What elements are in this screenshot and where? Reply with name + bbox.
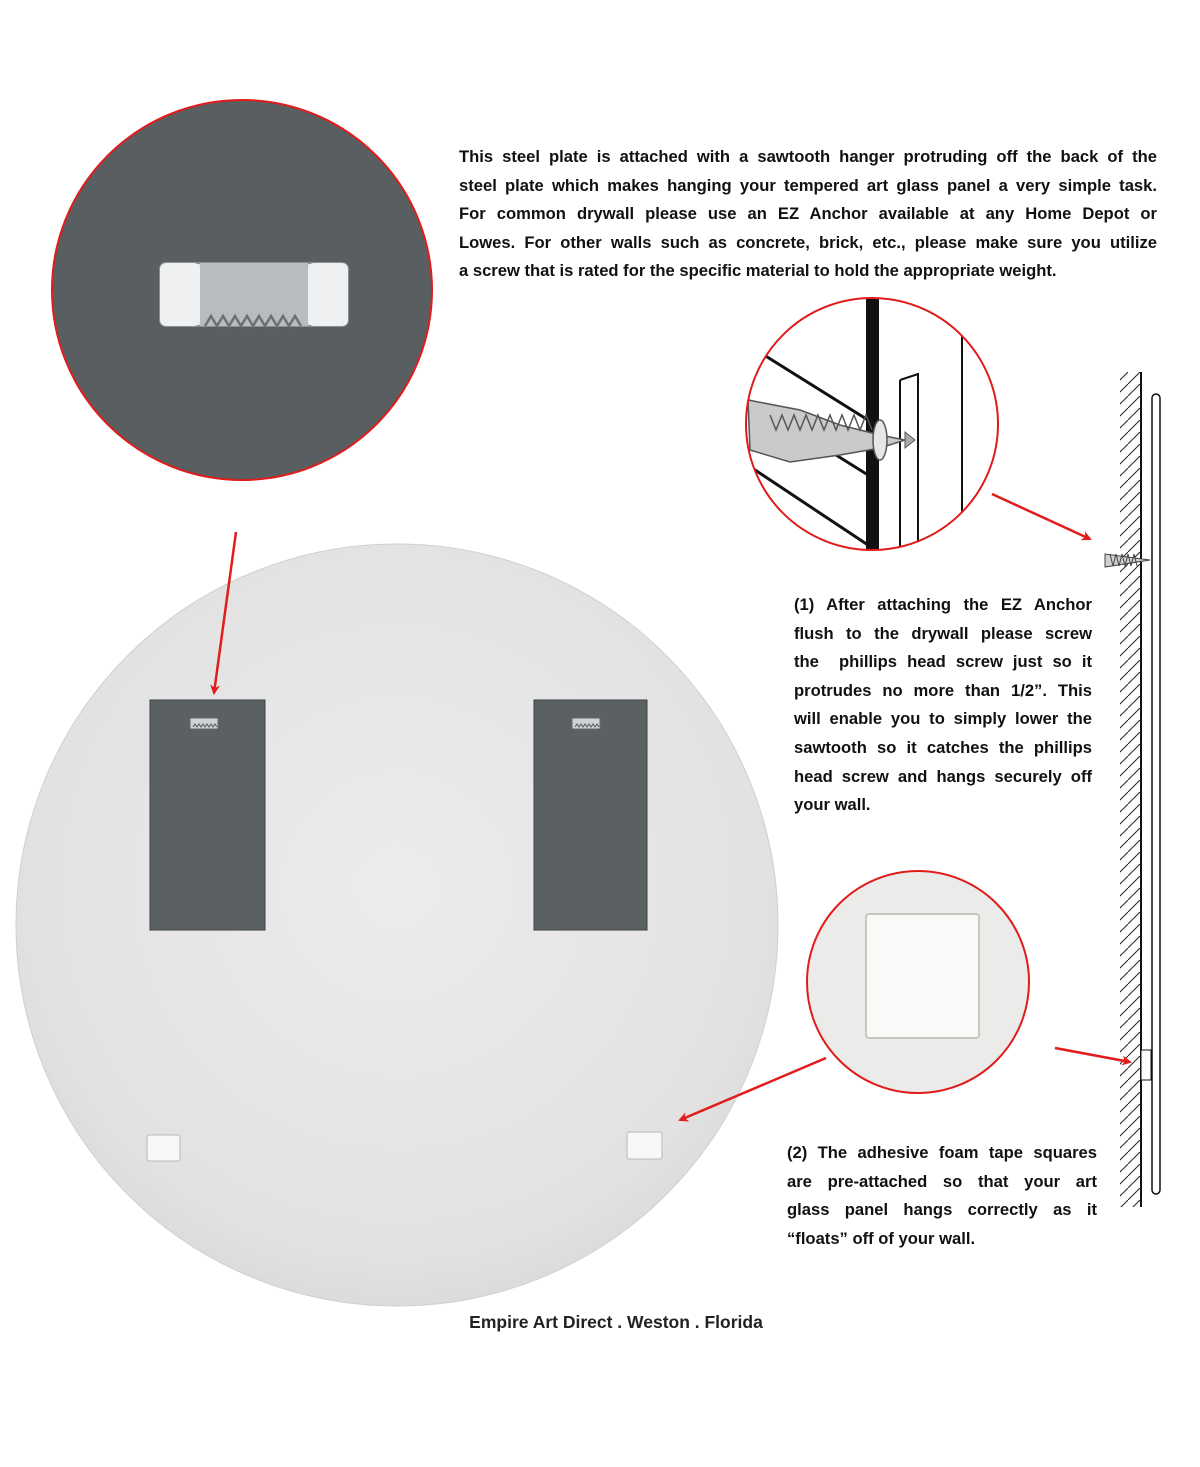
intro-line: Lowes. For other walls such as concrete, brick, etc., please make sure you utilize	[459, 232, 1157, 252]
step-1-instructions	[794, 591, 1092, 820]
step1-line: the phillips head screw just so it	[794, 652, 1092, 672]
intro-line: For common drywall please use an EZ Anchor available at any Home Depot or	[459, 204, 1157, 224]
foam-square-left	[147, 1135, 180, 1161]
step2-line: glass panel hangs correctly as it	[787, 1200, 1097, 1220]
steel-plate-right	[534, 700, 647, 930]
step-2-instructions	[787, 1139, 1097, 1253]
step2-line: (2) The adhesive foam tape squares	[787, 1143, 1097, 1162]
step1-line: will enable you to simply lower the	[794, 709, 1092, 729]
intro-line: steel plate which makes hanging your tempered art glass panel a very simple task.	[459, 175, 1157, 195]
wall-side-profile	[1105, 372, 1160, 1207]
zoom-foam-square	[807, 871, 1029, 1093]
intro-instructions	[459, 143, 1157, 286]
steel-plate-left	[150, 700, 265, 930]
intro-line: This steel plate is attached with a sawtooth hanger protruding off the back of the	[459, 147, 1157, 166]
sawtooth-hanger-small-icon	[190, 718, 218, 729]
foam-square-right	[627, 1132, 662, 1159]
sawtooth-hanger-icon	[160, 263, 348, 326]
step1-line: head screw and hangs securely off	[794, 766, 1092, 786]
sawtooth-hanger-small-icon	[572, 718, 600, 729]
step1-line: flush to the drywall please screw	[794, 623, 1092, 643]
side-foam-icon	[1141, 1050, 1151, 1080]
step1-line: protrudes no more than 1/2”. This	[794, 680, 1092, 700]
step2-line: are pre-attached so that your art	[787, 1171, 1097, 1191]
glass-panel-back	[16, 544, 778, 1306]
intro-line: a screw that is rated for the specific material to hold the appropriate weight.	[459, 261, 1057, 281]
step1-line: sawtooth so it catches the phillips	[794, 737, 1092, 757]
glass-panel-profile	[1152, 394, 1160, 1194]
arrow-foam-to-wall	[1055, 1048, 1130, 1062]
foam-square-icon	[866, 914, 979, 1038]
step1-line: (1) After attaching the EZ Anchor	[794, 595, 1092, 614]
step2-line: “floats” off of your wall.	[787, 1228, 976, 1248]
company-footer: Empire Art Direct . Weston . Florida	[469, 1312, 763, 1332]
arrow-anchor-to-wall	[992, 494, 1090, 539]
step1-line: your wall.	[794, 795, 871, 815]
zoom-sawtooth-hanger	[50, 98, 435, 483]
zoom-ez-anchor	[740, 296, 1005, 556]
